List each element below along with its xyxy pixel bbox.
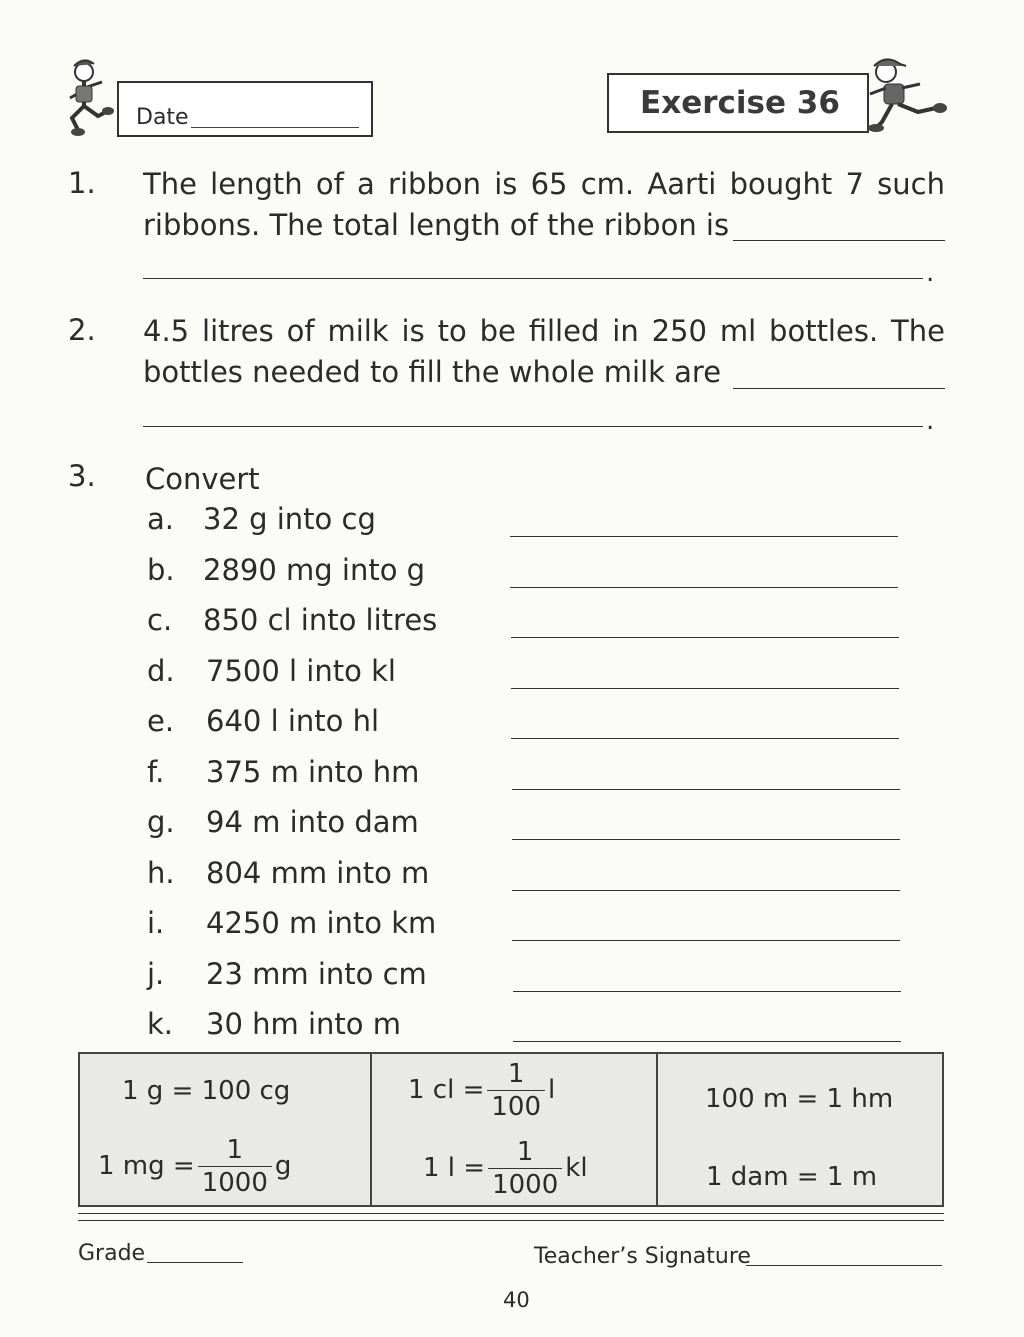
teacher-signature-blank-line[interactable] [746,1265,942,1266]
convert-item-letter: k. [147,1007,174,1041]
question-2-line-1: 4.5 litres of milk is to be filled in 250 ml bottles. The [143,314,945,348]
convert-item-text: 804 mm into m [206,856,430,890]
convert-item-text: 640 l into hl [206,704,380,738]
fraction-numerator: 1 [488,1136,562,1169]
question-2-number: 2. [68,313,96,347]
table-divider [370,1054,372,1205]
convert-answer-line[interactable] [512,940,900,941]
convert-item-letter: c. [147,603,173,637]
table-cell-1dam-1m: 1 dam = 1 m [706,1162,878,1192]
convert-answer-line[interactable] [511,688,899,689]
teacher-signature-label: Teacher’s Signature [534,1244,751,1269]
convert-answer-line[interactable] [512,890,900,891]
fraction-numerator: 1 [487,1058,545,1091]
convert-item-text: 7500 l into kl [206,654,396,688]
convert-answer-line[interactable] [512,839,900,840]
date-label: Date [136,105,189,130]
convert-item-text: 850 cl into litres [203,603,438,637]
fraction-1-over-100 [487,1058,545,1123]
table-cell-1l-unit: kl [565,1153,588,1183]
fraction-denominator: 1000 [492,1170,559,1200]
convert-item-text: 4250 m into km [206,906,437,940]
question-1-text [143,164,945,205]
fraction-1-over-1000 [198,1134,272,1199]
convert-item-text: 375 m into hm [206,755,420,789]
question-1-end-mark: . [926,258,935,288]
footer-rule-bottom [78,1220,944,1221]
fraction-denominator: 100 [491,1092,542,1122]
convert-item-text: 32 g into cg [203,502,376,536]
convert-answer-line[interactable] [510,587,898,588]
question-1-answer-line-2[interactable] [143,278,923,279]
date-box [117,81,373,137]
table-cell-1cl-left: 1 cl = [408,1075,485,1105]
convert-item-letter: h. [147,856,175,890]
convert-answer-line[interactable] [511,738,899,739]
page-number: 40 [503,1288,530,1312]
question-3-number: 3. [68,459,96,493]
convert-item-text: 94 m into dam [206,805,419,839]
exercise-title: Exercise 36 [640,85,840,121]
fraction-numerator: 1 [198,1134,272,1167]
question-1-line-2: ribbons. The total length of the ribbon is [143,208,730,242]
date-blank-line[interactable] [191,127,359,128]
convert-answer-line[interactable] [513,991,901,992]
convert-item-text: 23 mm into cm [206,957,427,991]
grade-label: Grade [78,1241,146,1266]
conversion-reference-table [78,1052,944,1207]
convert-item-letter: b. [147,553,175,587]
convert-item-letter: d. [147,654,175,688]
question-2-line-2: bottles needed to fill the whole milk are [143,355,722,389]
table-cell-1mg-unit: g [274,1151,292,1181]
table-cell-1l-left: 1 l = [423,1153,486,1183]
table-divider [656,1054,658,1205]
question-2-answer-line-1[interactable] [733,388,945,389]
convert-answer-line[interactable] [512,789,900,790]
table-cell-1cl-unit: l [548,1075,556,1105]
convert-item-letter: j. [147,957,165,991]
question-2-end-mark: . [926,406,935,436]
grade-blank-line[interactable] [147,1262,243,1263]
convert-item-text: 30 hm into m [206,1007,401,1041]
convert-item-letter: i. [147,906,165,940]
convert-heading: Convert [145,462,260,496]
convert-item-letter: f. [147,755,165,789]
table-cell-1cl [408,1058,555,1123]
question-1-answer-line-1[interactable] [733,240,945,241]
convert-item-text: 2890 mg into g [203,553,426,587]
table-cell-100m-1hm: 100 m = 1 hm [705,1084,894,1114]
question-1-number: 1. [68,166,96,200]
convert-item-letter: e. [147,704,175,738]
fraction-denominator: 1000 [201,1168,268,1198]
running-kid-illustration-left [58,58,122,138]
table-cell-1mg-left: 1 mg = [98,1151,195,1181]
fraction-1-over-1000 [488,1136,562,1201]
question-2-text [143,311,945,352]
table-cell-1l [423,1136,588,1201]
question-1-line-1: The length of a ribbon is 65 cm. Aarti bought 7 such [143,167,945,201]
table-cell-1g-100cg: 1 g = 100 cg [122,1076,291,1106]
convert-answer-line[interactable] [511,637,899,638]
footer-rule-top [78,1213,944,1214]
question-2-answer-line-2[interactable] [143,426,923,427]
running-kid-illustration-right [862,56,948,136]
table-cell-1mg [98,1134,291,1199]
convert-item-letter: g. [147,805,175,839]
convert-answer-line[interactable] [510,536,898,537]
exercise-title-box [607,73,869,133]
convert-answer-line[interactable] [513,1041,901,1042]
convert-item-letter: a. [147,502,174,536]
